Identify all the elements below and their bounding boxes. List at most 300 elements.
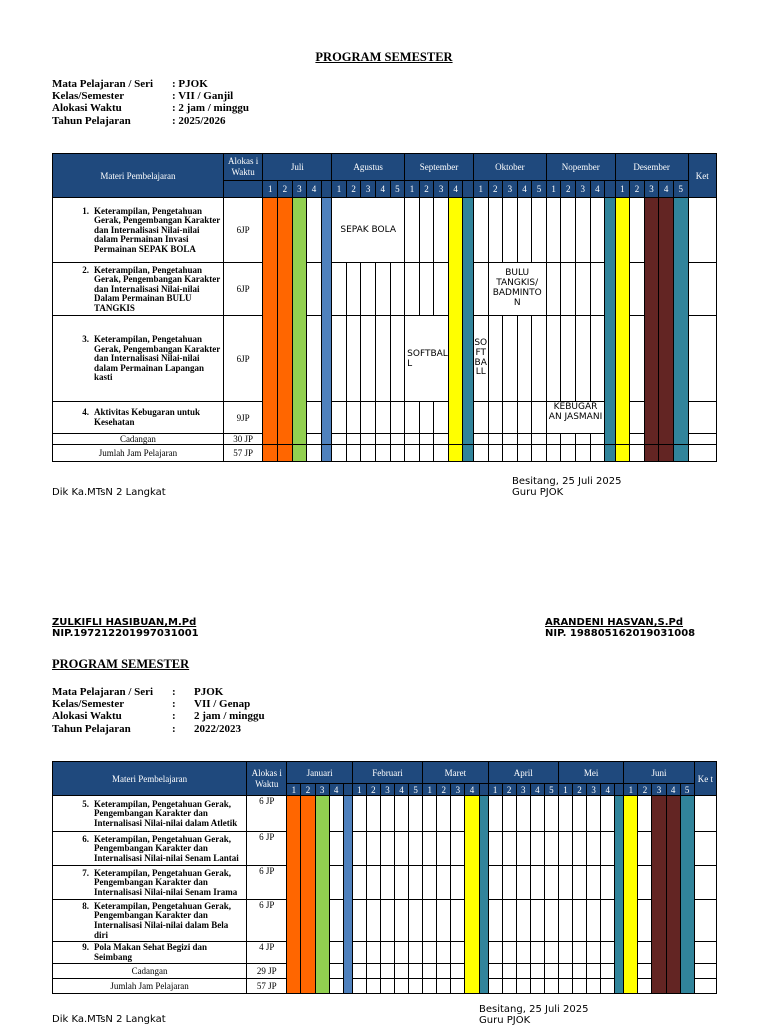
row-number: 9.: [82, 942, 89, 953]
week-cell: [395, 796, 409, 832]
week-number: 2: [301, 784, 315, 796]
week-cell: [405, 402, 420, 434]
cadangan-label: Cadangan: [53, 964, 247, 979]
week-cell: [315, 796, 329, 994]
week-cell: [329, 796, 343, 832]
week-cell: [405, 198, 420, 263]
row-number: 4.: [82, 407, 89, 418]
month-header: April: [488, 762, 558, 784]
materi-cell: [53, 866, 247, 900]
week-blank: [479, 784, 488, 796]
week-cell: [601, 866, 615, 900]
week-number: 2: [437, 784, 451, 796]
week-cell: [573, 866, 587, 900]
signature-place-date-2: [479, 1004, 588, 1026]
week-cell: [576, 434, 591, 445]
week-number: 2: [561, 181, 576, 198]
info-value: PJOK: [194, 686, 224, 698]
alokasi-cell: 9JP: [223, 402, 263, 434]
week-cell: [361, 402, 376, 434]
week-cell: [601, 979, 615, 994]
week-cell: [366, 964, 380, 979]
week-cell: [516, 866, 530, 900]
week-cell: [409, 796, 423, 832]
week-cell: [332, 402, 347, 434]
month-header: Juni: [624, 762, 694, 784]
schedule-table-2: [52, 761, 717, 994]
week-cell: [332, 445, 347, 462]
week-cell: [544, 866, 558, 900]
week-cell: [630, 445, 645, 462]
week-cell: [366, 866, 380, 900]
week-cell: [352, 866, 366, 900]
week-cell: [434, 263, 449, 316]
week-number: 3: [503, 181, 518, 198]
week-cell: [375, 316, 390, 402]
week-cell: [380, 866, 394, 900]
cadangan-label: Cadangan: [53, 434, 224, 445]
week-number: 4: [448, 181, 463, 198]
week-cell: [437, 866, 451, 900]
page-title-2: PROGRAM SEMESTER: [52, 657, 190, 671]
row-number: 6.: [82, 833, 89, 844]
week-cell: [390, 434, 405, 445]
week-cell: [463, 198, 473, 445]
signature-place-date: [512, 476, 621, 498]
jumlah-value: 57 JP: [223, 445, 263, 462]
week-cell: [375, 402, 390, 434]
header-alokasi-cont: [223, 181, 263, 198]
week-number: 4: [465, 784, 479, 796]
week-number: 3: [361, 181, 376, 198]
week-cell: [423, 964, 437, 979]
week-cell: [544, 942, 558, 964]
week-cell: [546, 198, 561, 263]
week-number: 4: [375, 181, 390, 198]
week-cell: [423, 832, 437, 866]
week-cell: [292, 198, 307, 445]
week-number: 2: [630, 181, 645, 198]
activity-sepak-bola: SEPAK BOLA: [332, 198, 405, 263]
jumlah-value: 57 JP: [247, 979, 287, 994]
week-cell: [437, 942, 451, 964]
week-cell: [673, 198, 688, 445]
week-blank: [321, 181, 331, 198]
week-cell: [292, 445, 307, 462]
materi-text: Keterampilan, Pengetahuan Gerak, Pengembangan Karakter dan Internalisasi Nilai-nilai dalam Atletik: [94, 798, 238, 828]
week-cell: [473, 263, 488, 316]
row-number: 1.: [82, 205, 89, 216]
week-cell: [409, 866, 423, 900]
week-cell: [561, 445, 576, 462]
activity-kebugaran: KEBUGAR AN JASMANI: [546, 402, 604, 434]
week-cell: [479, 796, 488, 994]
jumlah-label: Jumlah Jam Pelajaran: [53, 979, 247, 994]
week-cell: [419, 402, 434, 434]
week-cell: [561, 198, 576, 263]
week-cell: [329, 832, 343, 866]
ket-cell: [688, 402, 716, 434]
week-cell: [630, 263, 645, 316]
alokasi-cell: 6 JP: [247, 900, 287, 942]
week-cell: [361, 316, 376, 402]
week-cell: [587, 964, 601, 979]
week-cell: [343, 796, 352, 994]
week-cell: [352, 942, 366, 964]
week-cell: [666, 796, 680, 994]
week-number: 2: [346, 181, 361, 198]
week-number: 3: [292, 181, 307, 198]
week-number: 3: [576, 181, 591, 198]
week-blank: [463, 181, 473, 198]
week-cell: [530, 832, 544, 866]
materi-cell: [53, 832, 247, 866]
week-number: 3: [380, 784, 394, 796]
ket-cell: [688, 316, 716, 402]
week-cell: [380, 979, 394, 994]
week-cell: [329, 866, 343, 900]
week-cell: [488, 434, 503, 445]
table-row: [53, 198, 717, 263]
schedule-table-1: [52, 153, 717, 462]
week-cell: [423, 900, 437, 942]
alokasi-cell: 6JP: [223, 316, 263, 402]
week-cell: [659, 445, 674, 462]
week-number: 3: [315, 784, 329, 796]
header-materi: Materi Pembelajaran: [53, 762, 247, 796]
week-cell: [366, 979, 380, 994]
week-cell: [380, 900, 394, 942]
week-cell: [346, 445, 361, 462]
activity-softball: SOFTBAL L: [405, 316, 449, 402]
week-cell: [502, 832, 516, 866]
week-number: 2: [502, 784, 516, 796]
week-number: 1: [405, 181, 420, 198]
week-cell: [516, 832, 530, 866]
week-cell: [375, 445, 390, 462]
week-cell: [576, 445, 591, 462]
week-cell: [437, 979, 451, 994]
week-cell: [601, 900, 615, 942]
week-cell: [346, 434, 361, 445]
week-cell: [576, 198, 591, 263]
week-cell: [516, 796, 530, 832]
week-cell: [587, 832, 601, 866]
materi-text: Aktivitas Kebugaran untuk Kesehatan: [94, 407, 201, 427]
week-cell: [573, 942, 587, 964]
week-cell: [352, 832, 366, 866]
week-cell: [488, 402, 503, 434]
week-cell: [587, 866, 601, 900]
materi-cell: [53, 900, 247, 942]
week-cell: [502, 796, 516, 832]
materi-cell: [53, 263, 224, 316]
header-ket: Ke t: [694, 762, 716, 796]
week-number: 4: [666, 784, 680, 796]
week-cell: [488, 445, 503, 462]
materi-text: Keterampilan, Pengetahuan Gerak, Pengembangan Karakter dan Internalisasi Nilai-nilai Senam Lantai: [94, 833, 239, 863]
month-header: Mei: [558, 762, 623, 784]
month-header: Oktober: [473, 154, 546, 181]
info-label: Mata Pelajaran / Seri: [52, 686, 154, 698]
header-alokasi: Alokas i Waktu: [247, 762, 287, 796]
week-cell: [503, 198, 518, 263]
alokasi-cell: 4 JP: [247, 942, 287, 964]
week-number: 2: [278, 181, 293, 198]
week-cell: [502, 866, 516, 900]
week-cell: [561, 434, 576, 445]
week-cell: [434, 434, 449, 445]
week-cell: [423, 979, 437, 994]
week-number: 5: [544, 784, 558, 796]
week-cell: [573, 964, 587, 979]
month-header: Desember: [615, 154, 688, 181]
week-number: 3: [587, 784, 601, 796]
info-label: Alokasi Waktu: [52, 710, 122, 723]
week-cell: [488, 832, 502, 866]
week-cell: [346, 316, 361, 402]
materi-text: Keterampilan, Pengetahuan Gerak, Pengembangan Karakter dan Internalisasi Nilai-nilai dalam Permainan Lapangan kasti: [94, 334, 221, 383]
jumlah-label: Jumlah Jam Pelajaran: [53, 445, 224, 462]
info-label: Alokasi Waktu: [52, 102, 122, 115]
materi-text: Keterampilan, Pengetahuan Gerak, Pengembangan Karakter dan Internalisasi Nilai-nilai Dalam Permainan BULU TANGKIS: [94, 264, 221, 313]
ket-cell: [694, 832, 716, 866]
materi-text: Keterampilan, Pengetahuan Gerak, Pengembangan Karakter dan Internalisasi Nilai-nilai dalam Permainan Invasi Permainan SEPAK BOLA: [94, 205, 221, 254]
week-cell: [558, 942, 572, 964]
week-cell: [488, 964, 502, 979]
table-row: [53, 445, 717, 462]
week-cell: [587, 942, 601, 964]
week-cell: [488, 796, 502, 832]
info-label: Tahun Pelajaran: [52, 722, 131, 735]
week-cell: [361, 434, 376, 445]
week-cell: [673, 445, 688, 462]
month-header: Nopember: [546, 154, 615, 181]
week-cell: [405, 434, 420, 445]
ket-cell: [688, 445, 716, 462]
week-cell: [659, 198, 674, 445]
info-colon: :: [172, 722, 176, 735]
week-cell: [321, 445, 331, 462]
alokasi-cell: 6 JP: [247, 866, 287, 900]
week-cell: [423, 866, 437, 900]
week-cell: [263, 198, 278, 445]
week-cell: [437, 900, 451, 942]
week-cell: [638, 964, 652, 979]
week-cell: [451, 964, 465, 979]
week-cell: [644, 445, 659, 462]
week-cell: [532, 198, 547, 263]
week-cell: [503, 316, 518, 402]
week-cell: [409, 832, 423, 866]
week-number: 3: [434, 181, 449, 198]
week-cell: [451, 832, 465, 866]
week-cell: [380, 942, 394, 964]
week-cell: [278, 198, 293, 445]
week-cell: [395, 964, 409, 979]
week-cell: [352, 796, 366, 832]
week-number: 1: [332, 181, 347, 198]
week-cell: [488, 942, 502, 964]
info-colon: :: [172, 698, 176, 711]
week-number: 3: [451, 784, 465, 796]
week-number: 3: [652, 784, 666, 796]
week-number: 1: [624, 784, 638, 796]
guru-signature: [545, 617, 695, 639]
week-cell: [638, 979, 652, 994]
week-cell: [624, 796, 638, 994]
week-cell: [366, 832, 380, 866]
week-number: 1: [287, 784, 301, 796]
info-value: : 2 jam / minggu: [172, 102, 249, 115]
week-cell: [630, 434, 645, 445]
week-cell: [576, 263, 591, 316]
week-cell: [615, 796, 624, 994]
week-cell: [451, 866, 465, 900]
week-cell: [532, 316, 547, 402]
info-label: Mata Pelajaran / Seri: [52, 78, 154, 90]
week-cell: [329, 964, 343, 979]
week-cell: [516, 964, 530, 979]
info-value: VII / Genap: [194, 698, 251, 711]
info-colon: :: [172, 686, 176, 698]
week-cell: [558, 964, 572, 979]
info-block-2: [52, 686, 265, 735]
week-cell: [395, 979, 409, 994]
week-cell: [352, 900, 366, 942]
week-number: 1: [488, 784, 502, 796]
week-cell: [437, 832, 451, 866]
materi-cell: [53, 402, 224, 434]
week-cell: [573, 796, 587, 832]
materi-text: Keterampilan, Pengetahuan Gerak, Pengembangan Karakter dan Internalisasi Nilai-nilai dalam Bela diri: [94, 900, 231, 940]
week-cell: [409, 942, 423, 964]
week-cell: [573, 979, 587, 994]
week-cell: [307, 198, 322, 263]
week-cell: [573, 900, 587, 942]
kepala-nip: NIP.197212201997031001: [52, 628, 199, 639]
materi-text: Keterampilan, Pengetahuan Gerak, Pengembangan Karakter dan Internalisasi Nilai-nilai Senam Irama: [94, 867, 238, 897]
week-cell: [502, 964, 516, 979]
week-cell: [405, 263, 420, 316]
week-cell: [516, 979, 530, 994]
table-row: [53, 796, 717, 832]
week-cell: [437, 964, 451, 979]
week-cell: [352, 979, 366, 994]
week-cell: [530, 964, 544, 979]
week-cell: [558, 832, 572, 866]
week-cell: [451, 979, 465, 994]
week-cell: [532, 434, 547, 445]
week-cell: [307, 434, 322, 445]
info-block: [52, 78, 249, 127]
week-cell: [601, 964, 615, 979]
week-cell: [361, 263, 376, 316]
week-cell: [590, 434, 605, 445]
week-cell: [380, 964, 394, 979]
week-cell: [502, 900, 516, 942]
week-cell: [561, 263, 576, 316]
week-cell: [503, 434, 518, 445]
week-cell: [638, 942, 652, 964]
week-cell: [544, 900, 558, 942]
alokasi-cell: 6 JP: [247, 832, 287, 866]
info-value: : PJOK: [172, 78, 208, 90]
guru-name: ARANDENI HASVAN,S.Pd: [545, 617, 684, 628]
header-ket: Ket: [688, 154, 716, 198]
row-number: 7.: [82, 867, 89, 878]
week-cell: [380, 832, 394, 866]
week-cell: [329, 900, 343, 942]
week-cell: [644, 198, 659, 445]
week-cell: [463, 445, 473, 462]
week-cell: [307, 316, 322, 402]
activity-bulu-tangkis: BULU TANGKIS/ BADMINTO N: [488, 263, 546, 316]
week-cell: [390, 402, 405, 434]
week-cell: [434, 445, 449, 462]
week-cell: [532, 445, 547, 462]
materi-cell: [53, 316, 224, 402]
week-cell: [488, 979, 502, 994]
week-cell: [437, 796, 451, 832]
week-cell: [587, 979, 601, 994]
week-cell: [558, 796, 572, 832]
week-number: 4: [395, 784, 409, 796]
week-number: 4: [659, 181, 674, 198]
week-cell: [530, 866, 544, 900]
week-cell: [307, 402, 322, 434]
ket-cell: [694, 796, 716, 832]
week-cell: [366, 900, 380, 942]
week-number: 1: [546, 181, 561, 198]
week-cell: [544, 832, 558, 866]
week-cell: [615, 198, 630, 445]
week-cell: [503, 445, 518, 462]
week-number: 5: [390, 181, 405, 198]
month-header: Januari: [287, 762, 352, 784]
week-cell: [488, 198, 503, 263]
week-cell: [321, 198, 331, 445]
week-cell: [601, 942, 615, 964]
week-number: 1: [473, 181, 488, 198]
week-number: 1: [352, 784, 366, 796]
week-cell: [517, 402, 532, 434]
week-cell: [307, 445, 322, 462]
week-cell: [301, 796, 315, 994]
week-cell: [576, 316, 591, 402]
week-number: 3: [644, 181, 659, 198]
week-cell: [419, 434, 434, 445]
week-cell: [503, 402, 518, 434]
week-cell: [561, 316, 576, 402]
page-title: PROGRAM SEMESTER: [315, 50, 453, 64]
week-cell: [605, 445, 615, 462]
week-cell: [630, 402, 645, 434]
week-cell: [544, 796, 558, 832]
week-cell: [652, 796, 666, 994]
week-cell: [544, 979, 558, 994]
week-cell: [601, 796, 615, 832]
week-cell: [546, 316, 561, 402]
week-cell: [601, 832, 615, 866]
week-cell: [517, 445, 532, 462]
ket-cell: [688, 263, 716, 316]
week-cell: [366, 796, 380, 832]
week-cell: [680, 796, 694, 994]
week-number: 2: [366, 784, 380, 796]
week-cell: [473, 445, 488, 462]
week-cell: [419, 445, 434, 462]
